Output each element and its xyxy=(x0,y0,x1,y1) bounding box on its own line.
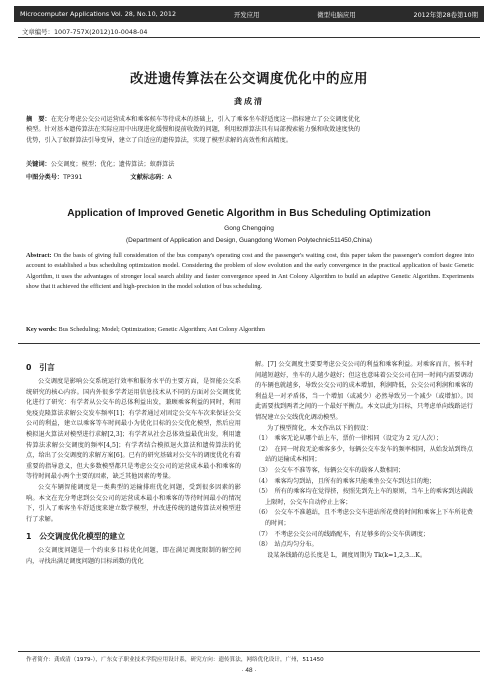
abstract-cn xyxy=(26,115,474,146)
journal-issue: 2012年第28卷第10期 xyxy=(413,10,478,19)
model-paragraph-1: 公交调度问题是一个约束多目标优化问题，即在满足调度限制的解空间内，寻找出满足调度问题的目标函数的优化 xyxy=(26,547,241,565)
assumption-intro: 为了模型简化，本文作出以下的假设： xyxy=(267,424,373,432)
body-right-column xyxy=(255,360,473,561)
keywords-en-label: Key words: xyxy=(26,326,57,333)
keywords-en xyxy=(26,326,474,333)
assumption-item: （8） 站点均匀分布。 xyxy=(255,541,318,549)
keywords-cn-text: 公交调度；模型；优化；遗传算法；蚁群算法 xyxy=(50,161,175,168)
assumption-item: （5） 所有的乘客均在觉得挤，按照先到先上车的原则，当车上的乘客到达满载上限时，公交车自动停止上客； xyxy=(255,488,473,506)
assumption-item: （4） 乘客均匀到站，且所有的乘客只能乘坐公交车到达目的地； xyxy=(255,477,436,485)
author-en: Gong Chengqing xyxy=(224,225,274,232)
assumption-item: （7） 不考虑公交公司的线路配车，有足够多的公交车供调度； xyxy=(255,530,430,538)
article-number: 文章编号：1007-757X(2012)10-0048-04 xyxy=(22,28,148,36)
affiliation-en: (Department of Application and Design, Guangdong Women Polytechnic511450,China) xyxy=(126,237,372,244)
journal-header-bar xyxy=(14,6,484,22)
footnote-divider xyxy=(18,651,480,652)
abstract-divider xyxy=(18,343,480,344)
author-cn: 龚成清 xyxy=(234,97,264,106)
assumption-item: （6） 公交车不准越站，且不考虑公交车进站所花费的时间和乘客上下车所花费的时间； xyxy=(255,509,473,527)
journal-column: 开发应用 xyxy=(233,10,260,19)
journal-name-cn: 微型电脑应用 xyxy=(317,10,356,19)
abstract-en xyxy=(26,251,474,292)
abstract-cn-label: 摘 要： xyxy=(26,116,51,123)
doc-code-label: 文献标志码： xyxy=(130,174,168,181)
classification-line xyxy=(26,172,172,181)
abstract-cn-line-1: 在充分考虑公交公司运营成本和乘客候车等待成本的基础上，引入了乘客坐车舒适度这一指标建立了公交调度优化 xyxy=(50,116,361,123)
right-paragraph-1: 解。[7] 公交调度主要要考虑公交公司的利益和乘客利益。对乘客而言，候车时间越短越好，坐车的人越少越好；但这也意味着公交公司在同一时间内需要调动的车辆也就越多，导致公交公司的成本增加，利润降低，公交公司利润和乘客的利益是一对矛盾体，当一个增加（或减少）必然导致另一个减少（或增加）。因此需要找到两者之间的一个最好平衡点。本文以此为目标，只考虑单向线路运行情况建立公交线优化调动模型。 xyxy=(255,361,473,421)
clc-label: 中图分类号： xyxy=(26,174,64,181)
header-divider xyxy=(18,37,480,38)
abstract-en-label: Abstract: xyxy=(26,252,52,259)
abstract-cn-line-2: 模型。针对基本遗传算法在实际应用中出现进化缓慢和提前收敛的问题，利用蚁群算法具有局部搜索能力强和收敛速度快的 xyxy=(26,126,361,134)
author-footnote: 作者简介：龚成清（1979-），广东女子职业技术学院应用设计系，研究方向：遗传算法，网络优化设计，广州，511450 xyxy=(26,657,324,663)
keywords-en-text: Bus Scheduling; Model; Optimization; Genetic Algorithm; Ant Colony Algorithm xyxy=(58,326,265,333)
journal-name: Microcomputer Applications Vol. 28, No.10, 2012 xyxy=(20,10,177,18)
intro-paragraph-2: 公交车辆智能调度是一类典型的运输排班优化问题，受到很多因素的影响。本文在充分考虑到公交公司的运营成本最小和乘客的等待时间最小的情况下，引入了乘客坐车舒适度来建立数学模型，并改进传统的遗传算法对模型进行了求解。 xyxy=(26,483,241,523)
intro-paragraph-1: 公交调度是影响公交系统运行效率和服务水平的主要方面，是智能公交系统研究的核心内容。国内外很多学者运用信息技术从不同的方面对公交调度优化进行了研究：有学者从公交车的总体利益出发，兼顾乘客利益的同时，利用免疫克隆算法求解公交发车频率[1]；有学者通过对固定公交车车次来保证公交公司的利益，建立以乘客等车时间最小为优化目标的公交优化模型，然后应用模拟退火算法对模型进行求解[2,3]；有学者从社会总体效益最优出发，利用遗传算法求解公交调度的频率[4,5]；有学者结合模拟退火算法和遗传算法的优点，给出了公交调度的求解方案[6]。已有的研究基础对公交车的调度优化有着重要的指导意义，但大多数模型都只是考虑公交公司的运营成本最小和乘客的等待时间最小两个主要的因素，缺乏其他因素的考量。 xyxy=(26,378,241,481)
section-heading-model: 1 公交调度优化模型的建立 xyxy=(26,532,125,542)
paper-title-cn: 改进遗传算法在公交调度优化中的应用 xyxy=(130,71,368,87)
keywords-cn xyxy=(26,159,175,168)
abstract-en-text: On the basis of giving full consideration of the bus company's operating cost and the passenger's waiting cost, this paper taken the passenger's comfort degree into account to established a bus scheduling optimization model. Considering the problem of slow evolution and the early convergence in the practical application of basic Genetic Algorithm, it uses the advantages of stronger local search ability and faster convergence speed in Ant Colony Algorithm to build an adaptive Genetic Algorithm. Experiments show that it achieved the efficient and high-precision in the model solution of bus scheduling. xyxy=(26,252,474,290)
assumption-item: （1） 乘客无论从哪个站上车，票价一律相同（设定为 2 元/人次）； xyxy=(255,435,443,443)
section-heading-intro: 0 引言 xyxy=(26,363,55,372)
body-left-column xyxy=(26,360,241,568)
paper-title-en: Application of Improved Genetic Algorithm in Bus Scheduling Optimization xyxy=(67,208,431,219)
doc-code-value: A xyxy=(167,174,172,181)
keywords-cn-label: 关键词： xyxy=(26,161,51,168)
page-number: · 48 · xyxy=(241,667,257,674)
assumption-item: （3） 公交车不准等客，每辆公交车的载客人数相同； xyxy=(255,466,405,474)
clc-value: TP391 xyxy=(63,174,83,181)
assumption-item: （2） 在同一时段无论乘客多少，每辆公交车发车的频率相同，从始发站到终点站的运输成本相同； xyxy=(255,445,473,464)
abstract-cn-line-3: 优势，引入了蚁群算法引导变异，建立了自适应的遗传算法，实现了模型求解的高效性和高精度。 xyxy=(26,136,293,144)
right-paragraph-3: 设某条线路的总长度是 L，调度周期为 Tk(k=1,2,3…K。 xyxy=(267,551,427,559)
